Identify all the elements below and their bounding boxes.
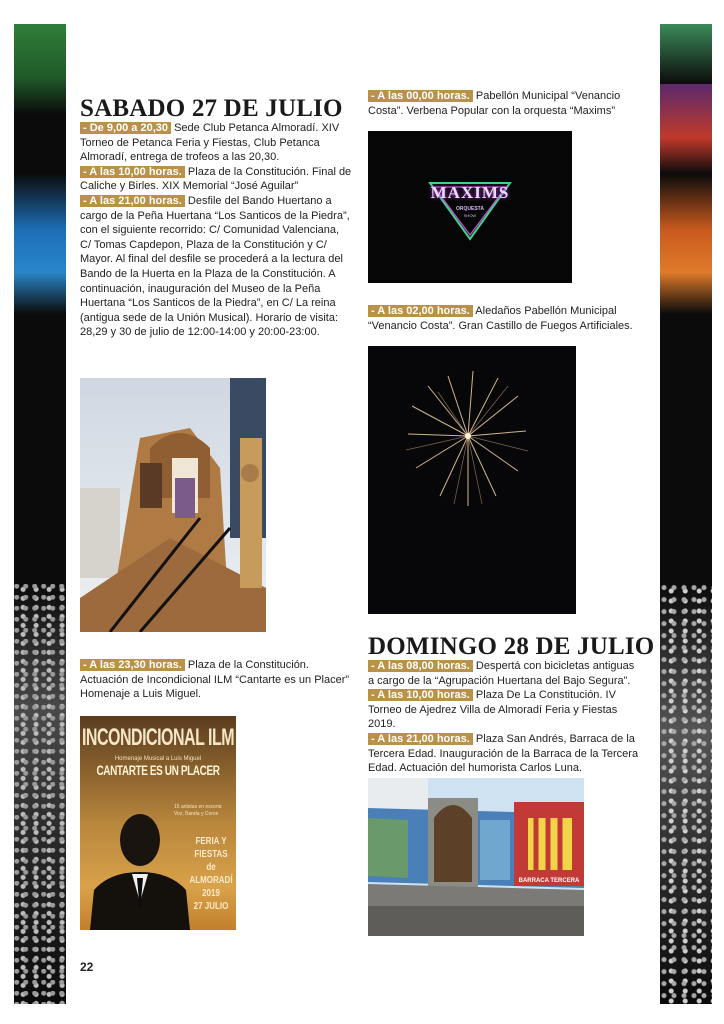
left-decorative-strip [14,24,66,1004]
time-tag: - A las 00,00 horas. [368,90,473,102]
entry-text: Plaza De La Constitución. IV Torneo de Ajedrez Villa de Almoradí Feria y Fiestas 2019. [368,689,618,731]
maxims-subtitle: ORQUESTA [456,206,484,212]
time-tag: - De 9,00 a 20,30 [80,122,171,134]
saturday-entry-5 [368,89,642,118]
time-tag: - A las 02,00 horas. [368,305,473,317]
bando-huertano-photo [80,378,266,632]
entry-text: Plaza de la Constitución. Final de Caliche y Birles. XIX Memorial “José Aguilar” [80,165,352,193]
saturday-entry-6 [368,304,642,333]
saturday-entry-1 [80,121,352,165]
entry-text: Aledaños Pabellón Municipal “Venancio Costa”. Gran Castillo de Fuegos Artificiales. [368,305,633,332]
saturday-entry-3 [80,194,352,340]
maxims-section [368,89,642,118]
time-tag: - A las 23,30 horas. [80,659,185,671]
maxims-logo: MAXIMS [430,183,510,202]
poster-tagline: CANTARTE ES UN PLACER [96,763,220,780]
entry-text: Plaza de la Constitución. Actuación de Incondicional ILM “Cantarte es un Placer” Homenaje a Luis Miguel. [80,659,350,701]
barraca-sign: BARRACA TERCERA [518,878,580,884]
time-tag: - A las 21,00 horas. [80,195,185,207]
entry-text: Desfile del Bando Huertano a cargo de la Peña Huertana “Los Santicos de la Piedra”, con el siguiente recorrido: C/ Comunidad Valenciana, C/ Tomas Capdepon, Plaza de la Constitución y C/ Mayor. Al final del desfile se procederá a la lectura del Bando de la Huerta en la Plaza de la Constitución. A continuación, inauguración del Museo de la Peña Huertana “Los Santicos de la Piedra”, en C/ La reina (antigua sede de la Unión Musical). Horario de visita: 28,29 y 30 de julio de 12:00-14:00 y 20:00-23:00. [80,194,350,339]
time-tag: - A las 10,00 horas. [80,166,185,178]
maxims-photo [368,131,572,283]
saturday-entry-4 [80,658,352,702]
poster-title: INCONDICIONAL ILM [81,725,235,751]
fireworks-photo [368,346,576,614]
entry-text: Sede Club Petanca Almoradí. XIV Torneo de Petanca Feria y Fiestas, Club Petanca Almoradí, entrega de trofeos a las 20,30. [80,122,340,164]
entry-text: Pabellón Municipal “Venancio Costa”. Verbena Popular con la orquesta “Maxims” [368,90,621,117]
saturday-section [80,96,352,340]
page-number: 22 [80,960,94,974]
sunday-section [368,633,655,776]
fireworks-section [368,304,642,333]
entry-text: Plaza San Andrés, Barraca de la Tercera Edad. Inauguración de la Barraca de la Tercera Edad. Actuación del humorista Carlos Luna. [368,732,639,775]
entry-text: Despertá con bicicletas antiguas a cargo de la “Agrupación Huertana del Bajo Segura”. [368,660,635,687]
singer-silhouette [90,802,190,930]
time-tag: - A las 10,00 horas. [368,689,473,701]
time-tag: - A las 21,00 horas. [368,733,473,745]
maxims-subtitle-2: SHOW [463,213,477,218]
poster-festival: FERIA Y FIESTAS de ALMORADÍ 2019 27 JULIO [189,835,233,912]
sunday-heading: DOMINGO 28 DE JULIO [368,633,655,660]
barraca-mural-photo [368,778,584,936]
time-tag: - A las 08,00 horas. [368,660,473,672]
poster-credits: 15 artistas en escena Voz, Banda y Coros [174,804,222,817]
incondicional-poster [80,716,236,930]
incondicional-section [80,658,352,702]
right-decorative-strip [660,24,712,1004]
poster-subtitle: Homenaje Musical a Luis Miguel [114,756,202,762]
saturday-heading: SABADO 27 DE JULIO [80,95,343,122]
sunday-entry-3 [368,732,642,776]
sunday-entry-1 [368,659,642,688]
saturday-entry-2 [80,165,352,194]
sunday-entry-2 [368,688,642,732]
